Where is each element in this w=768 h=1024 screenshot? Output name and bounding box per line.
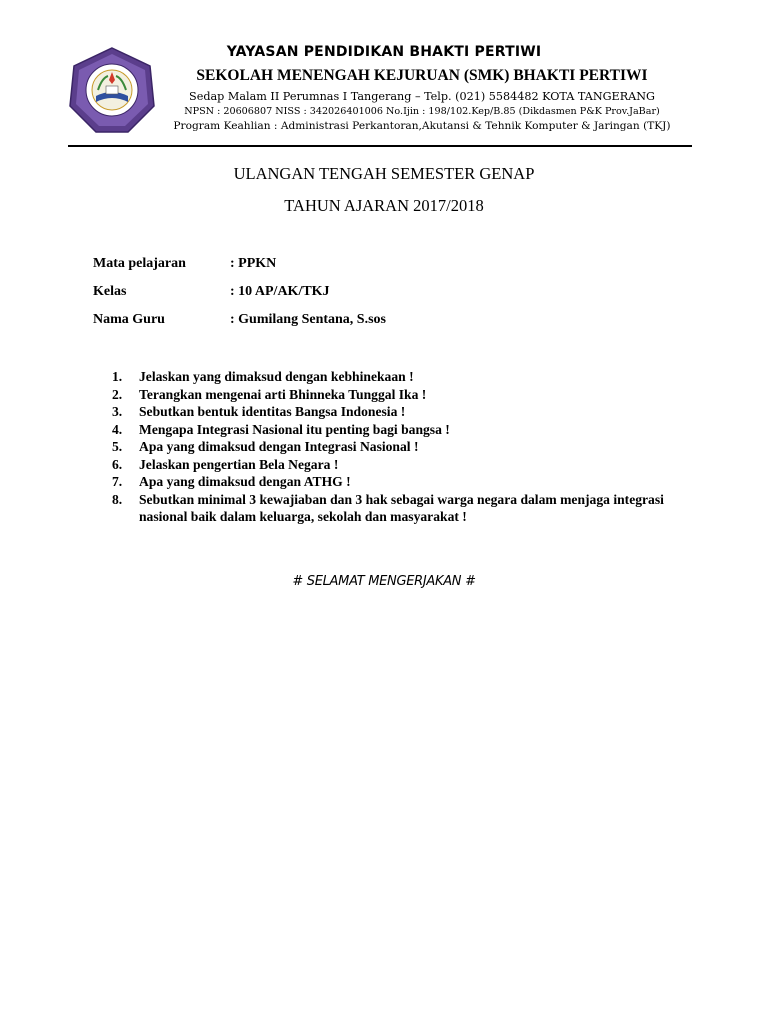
question-list (112, 368, 672, 526)
question-item (112, 456, 672, 474)
question-number: 2. (112, 386, 123, 402)
question-text: Jelaskan yang dimaksud dengan kebhinekaan ! (139, 369, 414, 384)
question-number: 5. (112, 439, 123, 454)
question-text: Mengapa Integrasi Nasional itu penting bagi bangsa ! (139, 421, 450, 437)
exam-title: ULANGAN TENGAH SEMESTER GENAP (233, 164, 535, 183)
class-label: Kelas (93, 284, 127, 299)
question-number: 3. (112, 404, 123, 419)
school-registration: NPSN : 20606807 NISS : 342026401006 No.Ijin : 198/102.Kep/B.85 (Dikdasmen P&K Prov.JaBar) (184, 106, 660, 117)
subject-label: Mata pelajaran (93, 256, 186, 271)
question-text: Apa yang dimaksud dengan ATHG ! (139, 474, 351, 489)
question-text: Sebutkan bentuk identitas Bangsa Indonesia ! (139, 404, 406, 419)
question-item (112, 368, 672, 386)
question-text: Jelaskan pengertian Bela Negara ! (139, 456, 339, 472)
question-number: 7. (112, 474, 123, 489)
question-item (112, 491, 672, 526)
school-address: Sedap Malam II Perumnas I Tangerang – Telp. (021) 5584482 KOTA TANGERANG (189, 90, 655, 103)
letterhead-divider (68, 145, 692, 147)
question-item (112, 386, 672, 404)
question-text: Apa yang dimaksud dengan Integrasi Nasional ! (139, 439, 419, 454)
question-item (112, 421, 672, 439)
teacher-value: : Gumilang Sentana, S.sos (230, 312, 386, 327)
school-name: SEKOLAH MENENGAH KEJURUAN (SMK) BHAKTI PERTIWI (196, 67, 648, 84)
question-number: 8. (112, 491, 123, 507)
school-programs: Program Keahlian : Administrasi Perkantoran,Akutansi & Tehnik Komputer & Jaringan (TKJ) (173, 120, 671, 132)
question-number: 6. (112, 456, 123, 472)
question-item (112, 473, 672, 491)
foundation-name: YAYASAN PENDIDIKAN BHAKTI PERTIWI (226, 44, 542, 60)
exam-year: TAHUN AJARAN 2017/2018 (284, 196, 484, 215)
question-item (112, 438, 672, 456)
class-value: : 10 AP/AK/TKJ (230, 284, 330, 299)
question-number: 1. (112, 369, 123, 384)
question-text: Sebutkan minimal 3 kewajiaban dan 3 hak sebagai warga negara dalam menjaga integrasi nasional baik dalam keluarga, sekolah dan masyarakat ! (139, 491, 664, 524)
teacher-label: Nama Guru (93, 312, 165, 327)
question-item (112, 403, 672, 421)
closing-message: # SELAMAT MENGERJAKAN # (292, 574, 476, 589)
subject-value: : PPKN (230, 256, 277, 271)
question-number: 4. (112, 421, 123, 437)
question-text: Terangkan mengenai arti Bhinneka Tunggal Ika ! (139, 386, 427, 402)
